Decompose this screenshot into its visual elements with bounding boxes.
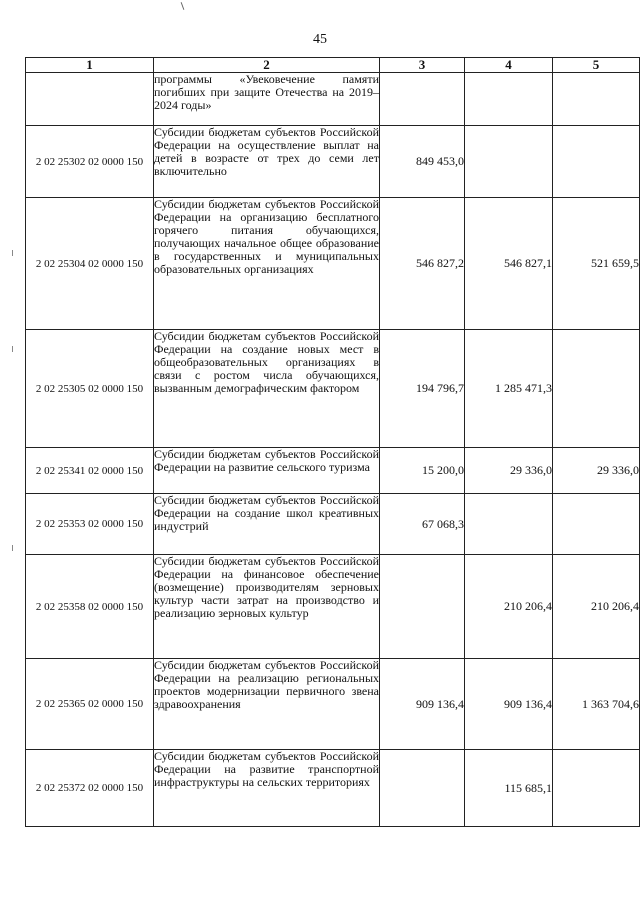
value-col-3: 67 068,3	[380, 494, 465, 555]
value-col-5	[553, 494, 640, 555]
value-col-4: 1 285 471,3	[465, 330, 553, 448]
table-row	[26, 448, 640, 494]
budget-code: 2 02 25358 02 0000 150	[26, 555, 154, 659]
description: Субсидии бюджетам субъектов Российской Федерации на развитие сельского туризма	[154, 448, 380, 494]
value-col-4: 210 206,4	[465, 555, 553, 659]
budget-code: 2 02 25304 02 0000 150	[26, 198, 154, 330]
value-col-4: 115 685,1	[465, 750, 553, 827]
description: Субсидии бюджетам субъектов Российской Федерации на реализацию региональных проектов модернизации первичного звена здравоохранения	[154, 659, 380, 750]
value-col-3: 849 453,0	[380, 126, 465, 198]
description: Субсидии бюджетам субъектов Российской Федерации на развитие транспортной инфраструктуры на сельских территориях	[154, 750, 380, 827]
value-col-3	[380, 750, 465, 827]
value-col-3	[380, 73, 465, 126]
margin-tick	[12, 545, 13, 551]
description: Субсидии бюджетам субъектов Российской Федерации на организацию бесплатного горячего питания обучающихся, получающих начальное общее образование в государственных и муниципальных образовательных организациях	[154, 198, 380, 330]
budget-table	[25, 57, 640, 827]
header-col-2: 2	[154, 58, 380, 73]
margin-tick	[12, 250, 13, 256]
value-col-4: 909 136,4	[465, 659, 553, 750]
table-row	[26, 555, 640, 659]
table-row	[26, 659, 640, 750]
value-col-4	[465, 494, 553, 555]
description: Субсидии бюджетам субъектов Российской Федерации на финансовое обеспечение (возмещение) производителям зерновых культур части затрат на производство и реализацию зерновых культур	[154, 555, 380, 659]
table-row	[26, 330, 640, 448]
description: Субсидии бюджетам субъектов Российской Федерации на создание школ креативных индустрий	[154, 494, 380, 555]
budget-code: 2 02 25372 02 0000 150	[26, 750, 154, 827]
value-col-5	[553, 73, 640, 126]
table-row	[26, 73, 640, 126]
value-col-5	[553, 330, 640, 448]
header-col-3: 3	[380, 58, 465, 73]
description: Субсидии бюджетам субъектов Российской Федерации на осуществление выплат на детей в возрасте от трех до семи лет включительно	[154, 126, 380, 198]
page-number: 45	[313, 32, 327, 47]
value-col-5: 521 659,5	[553, 198, 640, 330]
value-col-3: 15 200,0	[380, 448, 465, 494]
value-col-4: 29 336,0	[465, 448, 553, 494]
header-col-1: 1	[26, 58, 154, 73]
value-col-5: 1 363 704,6	[553, 659, 640, 750]
table-row	[26, 198, 640, 330]
value-col-5	[553, 126, 640, 198]
value-col-4: 546 827,1	[465, 198, 553, 330]
budget-code: 2 02 25305 02 0000 150	[26, 330, 154, 448]
description: программы «Увековечение памяти погибших при защите Отечества на 2019–2024 годы»	[154, 73, 380, 126]
description: Субсидии бюджетам субъектов Российской Федерации на создание новых мест в общеобразовательных организациях в связи с ростом числа обучающихся, вызванным демографическим фактором	[154, 330, 380, 448]
header-col-5: 5	[553, 58, 640, 73]
value-col-4	[465, 126, 553, 198]
header-col-4: 4	[465, 58, 553, 73]
budget-code: 2 02 25353 02 0000 150	[26, 494, 154, 555]
value-col-4	[465, 73, 553, 126]
budget-code: 2 02 25365 02 0000 150	[26, 659, 154, 750]
value-col-5: 210 206,4	[553, 555, 640, 659]
table-row	[26, 750, 640, 827]
budget-code: 2 02 25302 02 0000 150	[26, 126, 154, 198]
scan-mark	[181, 2, 185, 10]
budget-code	[26, 73, 154, 126]
value-col-3: 909 136,4	[380, 659, 465, 750]
value-col-3	[380, 555, 465, 659]
header-row	[26, 58, 640, 73]
budget-code: 2 02 25341 02 0000 150	[26, 448, 154, 494]
margin-tick	[12, 346, 13, 352]
value-col-3: 194 796,7	[380, 330, 465, 448]
value-col-5: 29 336,0	[553, 448, 640, 494]
table-row	[26, 126, 640, 198]
value-col-3: 546 827,2	[380, 198, 465, 330]
value-col-5	[553, 750, 640, 827]
table-row	[26, 494, 640, 555]
